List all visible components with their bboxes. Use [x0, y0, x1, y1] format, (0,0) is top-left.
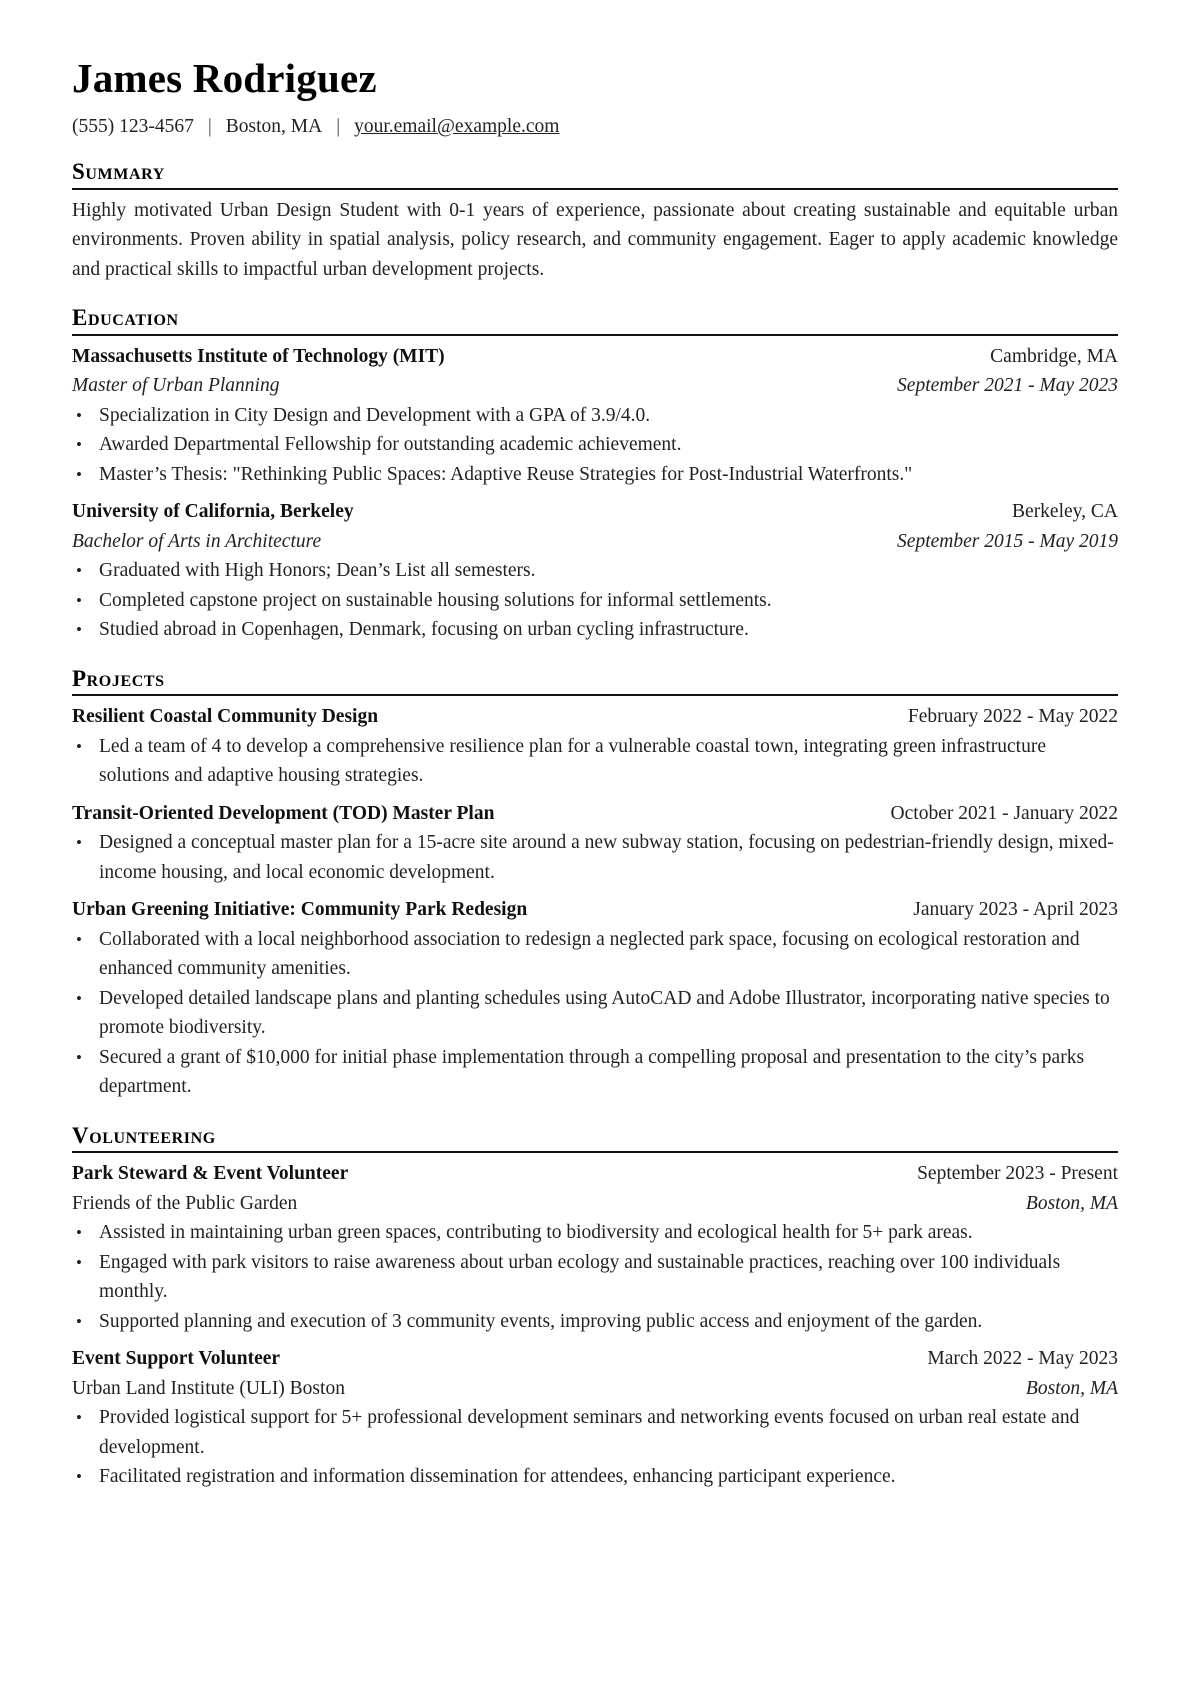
- dates: October 2021 - January 2022: [890, 802, 1118, 824]
- role: Park Steward & Event Volunteer: [72, 1163, 349, 1185]
- phone: (555) 123-4567: [72, 116, 194, 137]
- school-name: University of California, Berkeley: [72, 501, 354, 523]
- project-name: Urban Greening Initiative: Community Park Redesign: [72, 899, 528, 921]
- dates: September 2015 - May 2019: [897, 530, 1118, 552]
- education-entry: [72, 497, 1118, 645]
- entry-header: [72, 342, 1118, 372]
- entry-header: [72, 497, 1118, 527]
- bullet-list: [72, 1218, 1118, 1336]
- section-title-summary: Summary: [72, 158, 1118, 190]
- separator: |: [207, 116, 212, 137]
- education-section: [72, 304, 1118, 645]
- entry-header: [72, 1344, 1118, 1374]
- dates: September 2021 - May 2023: [897, 375, 1118, 397]
- volunteer-entry: [72, 1159, 1118, 1336]
- bullet-item: • Designed a conceptual master plan for a 15-acre site around a new subway station, focusing on pedestrian-friendly design, mixed-income housing, and local economic development.: [72, 828, 1118, 887]
- education-entry: [72, 342, 1118, 490]
- school-location: Cambridge, MA: [990, 345, 1118, 367]
- bullet-item: • Awarded Departmental Fellowship for outstanding academic achievement.: [72, 430, 1118, 460]
- email-link[interactable]: your.email@example.com: [354, 116, 560, 137]
- bullet-item: • Facilitated registration and information dissemination for attendees, enhancing participant experience.: [72, 1462, 1118, 1492]
- bullet-item: • Engaged with park visitors to raise awareness about urban ecology and sustainable practices, reaching over 100 individuals monthly.: [72, 1248, 1118, 1307]
- dates: March 2022 - May 2023: [927, 1348, 1118, 1370]
- dates: February 2022 - May 2022: [907, 706, 1118, 728]
- bullet-item: • Specialization in City Design and Development with a GPA of 3.9/4.0.: [72, 401, 1118, 431]
- entry-subheader: [72, 1189, 1118, 1219]
- location: Boston, MA: [1025, 1192, 1118, 1214]
- project-name: Resilient Coastal Community Design: [72, 706, 379, 728]
- bullet-item: • Secured a grant of $10,000 for initial phase implementation through a compelling proposal and presentation to the city’s parks department.: [72, 1043, 1118, 1102]
- entry-header: [72, 895, 1118, 925]
- summary-section: [72, 158, 1118, 284]
- entry-header: [72, 799, 1118, 829]
- entry-header: [72, 702, 1118, 732]
- bullet-item: • Completed capstone project on sustainable housing solutions for informal settlements.: [72, 586, 1118, 616]
- summary-text: Highly motivated Urban Design Student with 0-1 years of experience, passionate about creating sustainable and equitable urban environments. Proven ability in spatial analysis, policy research, and community engagement. Eager to apply academic knowledge and practical skills to impactful urban development projects.: [72, 199, 1118, 280]
- degree: Bachelor of Arts in Architecture: [72, 530, 322, 552]
- organization: Friends of the Public Garden: [72, 1192, 298, 1214]
- section-title-volunteering: Volunteering: [72, 1122, 1118, 1154]
- bullet-item: • Graduated with High Honors; Dean’s List all semesters.: [72, 556, 1118, 586]
- volunteering-section: [72, 1122, 1118, 1492]
- candidate-name: James Rodriguez: [72, 55, 377, 101]
- bullet-item: • Master’s Thesis: "Rethinking Public Spaces: Adaptive Reuse Strategies for Post-Industrial Waterfronts.": [72, 460, 1118, 490]
- project-entry: [72, 895, 1118, 1102]
- school-location: Berkeley, CA: [1012, 501, 1118, 523]
- entry-subheader: [72, 371, 1118, 401]
- bullet-item: • Assisted in maintaining urban green spaces, contributing to biodiversity and ecological health for 5+ park areas.: [72, 1218, 1118, 1248]
- projects-section: [72, 665, 1118, 1102]
- bullet-item: • Studied abroad in Copenhagen, Denmark, focusing on urban cycling infrastructure.: [72, 615, 1118, 645]
- entry-header: [72, 1159, 1118, 1189]
- project-name: Transit-Oriented Development (TOD) Master Plan: [72, 802, 495, 824]
- bullet-list: [72, 401, 1118, 490]
- bullet-list: [72, 1403, 1118, 1492]
- bullet-item: • Collaborated with a local neighborhood association to redesign a neglected park space, focusing on ecological restoration and enhanced community amenities.: [72, 925, 1118, 984]
- entry-subheader: [72, 527, 1118, 557]
- bullet-item: • Supported planning and execution of 3 community events, improving public access and enjoyment of the garden.: [72, 1307, 1118, 1337]
- dates: September 2023 - Present: [917, 1163, 1118, 1185]
- separator: |: [336, 116, 341, 137]
- location: Boston, MA: [225, 116, 323, 137]
- bullet-item: • Developed detailed landscape plans and planting schedules using AutoCAD and Adobe Illustrator, incorporating native species to promote biodiversity.: [72, 984, 1118, 1043]
- bullet-list: [72, 732, 1118, 791]
- location: Boston, MA: [1025, 1377, 1118, 1399]
- bullet-item: • Provided logistical support for 5+ professional development seminars and networking events focused on urban real estate and development.: [72, 1403, 1118, 1462]
- bullet-list: [72, 925, 1118, 1102]
- section-title-projects: Projects: [72, 665, 1118, 697]
- dates: January 2023 - April 2023: [913, 899, 1118, 921]
- degree: Master of Urban Planning: [72, 375, 280, 397]
- bullet-list: [72, 828, 1118, 887]
- project-entry: [72, 702, 1118, 791]
- school-name: Massachusetts Institute of Technology (MIT): [72, 345, 445, 367]
- contact-line: [72, 116, 1118, 138]
- volunteer-entry: [72, 1344, 1118, 1492]
- entry-subheader: [72, 1374, 1118, 1404]
- bullet-list: [72, 556, 1118, 645]
- organization: Urban Land Institute (ULI) Boston: [72, 1377, 345, 1399]
- section-title-education: Education: [72, 304, 1118, 336]
- role: Event Support Volunteer: [72, 1348, 281, 1370]
- project-entry: [72, 799, 1118, 888]
- bullet-item: • Led a team of 4 to develop a comprehensive resilience plan for a vulnerable coastal town, integrating green infrastructure solutions and adaptive housing strategies.: [72, 732, 1118, 791]
